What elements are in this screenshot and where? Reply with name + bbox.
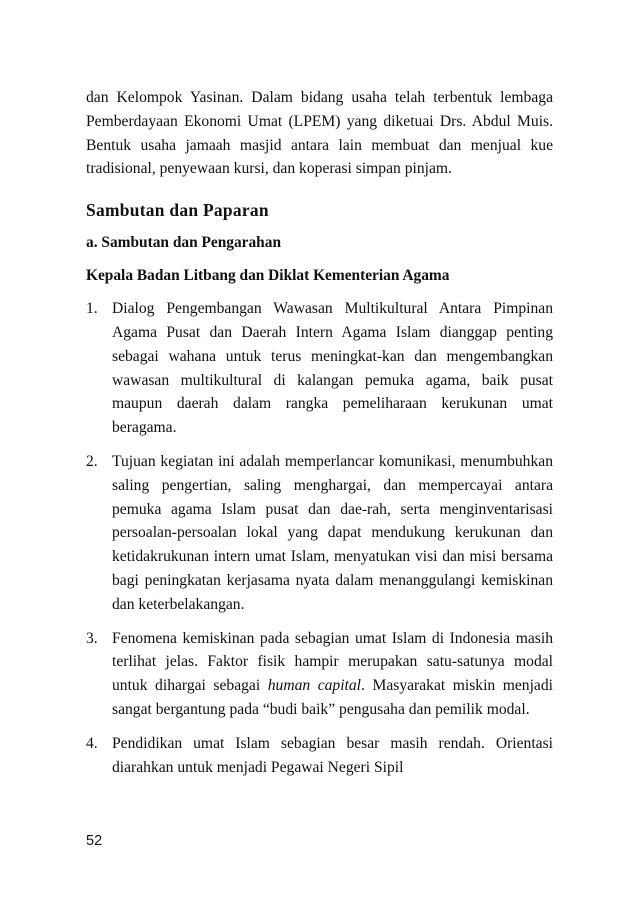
page-content xyxy=(86,86,553,789)
list-item-text: Pendidikan umat Islam sebagian besar masih rendah. Orientasi diarahkan untuk menjadi Pegawai Negeri Sipil xyxy=(112,734,553,776)
list-item-text-start: Fenomena kemiskinan pada sebagian umat Islam di Indonesia masih terlihat jelas. Faktor fisik hampir merupakan satu-satunya modal untuk dihargai sebagai xyxy=(112,629,553,695)
list-item xyxy=(86,450,553,617)
intro-paragraph: dan Kelompok Yasinan. Dalam bidang usaha telah terbentuk lembaga Pemberdayaan Ekonomi Umat (LPEM) yang diketuai Drs. Abdul Muis. Bentuk usaha jamaah masjid antara lain membuat dan menjual kue tradisional, penyewaan kursi, dan koperasi simpan pinjam. xyxy=(86,89,553,178)
list-item-text: Dialog Pengembangan Wawasan Multikultural Antara Pimpinan Agama Pusat dan Daerah Intern Agama Islam dianggap penting sebagai wahana untuk terus meningkat-kan dan mengembangkan wawasan multikultural di kalangan pemuka agama, baik pusat maupun daerah dalam rangka pemeliharaan kerukunan umat beragama. xyxy=(112,300,553,437)
list-item-text: Tujuan kegiatan ini adalah memperlancar komunikasi, menumbuhkan saling pengertian, saling menghargai, dan mempercayai antara pemuka agama Islam pusat dan dae-rah, serta menginventarisasi persoalan-persoalan lokal yang dapat mendukung kerukunan dan ketidakrukunan intern umat Islam, menyatukan visi dan misi bersama bagi peningkatan kerjasama nyata dalam menanggulangi kemiskinan dan keterbelakangan. xyxy=(112,452,553,613)
list-item xyxy=(86,732,553,780)
list-item xyxy=(86,627,553,722)
list-item-number: 4. xyxy=(86,734,98,752)
list-item-number: 1. xyxy=(86,300,98,318)
numbered-list xyxy=(86,297,553,779)
list-item-number: 2. xyxy=(86,452,98,470)
section-title: Sambutan dan Paparan xyxy=(86,200,269,221)
speaker-heading: Kepala Badan Litbang dan Diklat Kementerian Agama xyxy=(86,267,450,285)
italic-term: human capital xyxy=(267,677,362,695)
subsection-title: a. Sambutan dan Pengarahan xyxy=(86,234,281,252)
list-item-number: 3. xyxy=(86,629,98,647)
list-item xyxy=(86,297,553,440)
list-item-text xyxy=(112,627,553,722)
list-item-text-end: . Masyarakat miskin menjadi sangat bergantung pada “budi baik” pengusaha dan pemilik modal. xyxy=(112,677,553,718)
page-number: 52 xyxy=(86,833,103,849)
